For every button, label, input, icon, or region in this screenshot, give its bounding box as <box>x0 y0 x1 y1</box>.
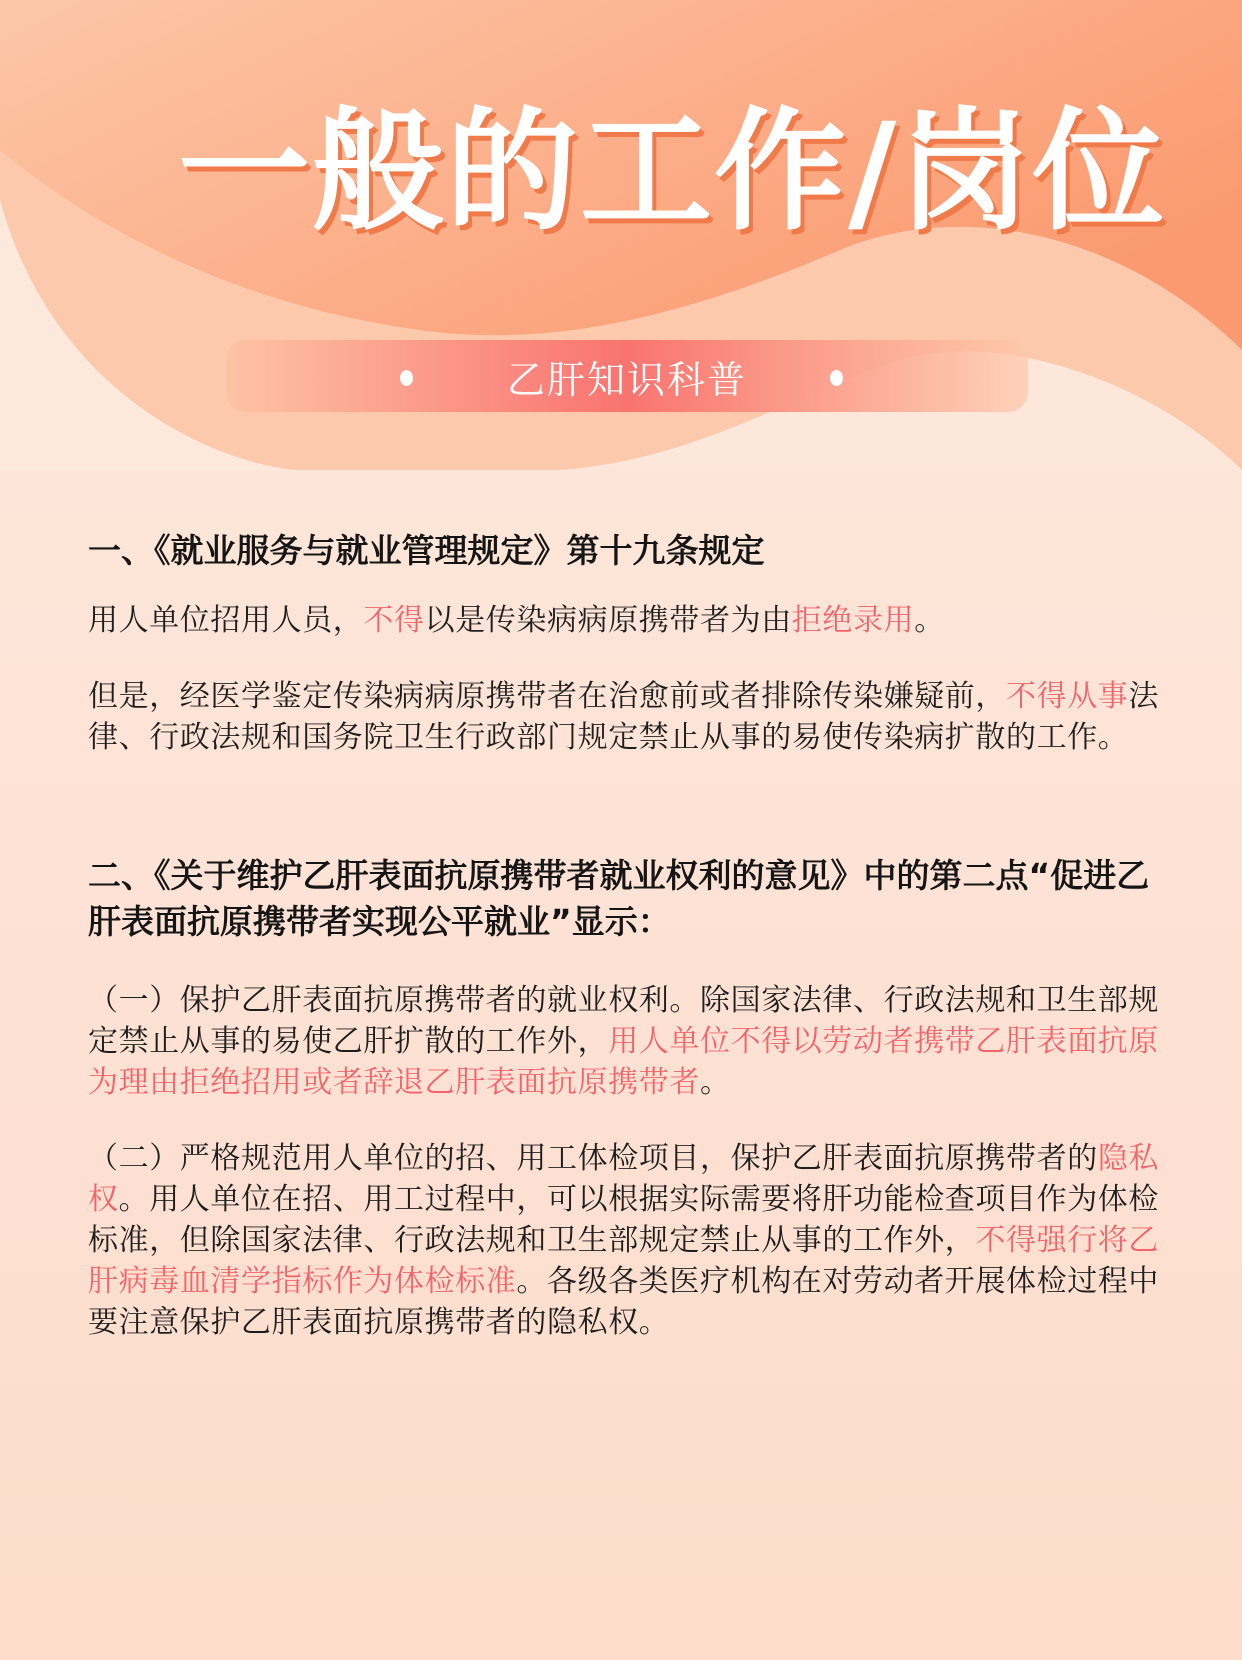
highlighted-text: 不得强行将乙肝病毒血清学指标作为体检标准 <box>88 1223 1160 1299</box>
highlighted-text: 隐私权 <box>88 1141 1160 1217</box>
highlighted-text: 拒绝录用 <box>791 603 915 638</box>
highlighted-text: 不得从事 <box>1006 679 1129 714</box>
bullet-dot-icon <box>400 370 413 386</box>
body-text: 。用人单位在招、用工过程中，可以根据实际需要将肝功能检查项目作为体检标准，但除国家法律、行政法规和卫生部规定禁止从事的工作外， <box>88 1182 1160 1258</box>
body-text: 。 <box>914 603 945 638</box>
section-2-paragraph-2 <box>88 1138 1164 1343</box>
highlighted-text: 用人单位不得以劳动者携带乙肝表面抗原为理由拒绝招用或者辞退乙肝表面抗原携带者 <box>88 1024 1160 1100</box>
body-text: （二）严格规范用人单位的招、用工体检项目，保护乙肝表面抗原携带者的 <box>88 1141 1098 1176</box>
article-body <box>88 528 1164 1343</box>
hero-banner <box>0 0 1242 470</box>
section-1-paragraph-1 <box>88 600 1164 641</box>
section-1-heading: 一、《就业服务与就业管理规定》第十九条规定 <box>88 531 765 570</box>
body-text: 但是，经医学鉴定传染病病原携带者在治愈前或者排除传染嫌疑前， <box>88 679 1006 714</box>
bullet-dot-icon <box>830 370 843 386</box>
topic-badge-label: 乙肝知识科普 <box>506 357 747 402</box>
section-2-paragraph-1 <box>88 980 1164 1103</box>
page-title: 一般的工作/岗位 <box>178 95 1167 249</box>
highlighted-text: 不得 <box>363 603 425 638</box>
body-text: （一）保护乙肝表面抗原携带者的就业权利。除国家法律、行政法规和卫生部规定禁止从事的易使乙肝扩散的工作外， <box>88 983 1159 1059</box>
topic-badge <box>226 340 1028 412</box>
body-text: 。 <box>700 1065 731 1100</box>
section-2-heading: 二、《关于维护乙肝表面抗原携带者就业权利的意见》中的第二点“促进乙肝表面抗原携带者实现公平就业”显示： <box>88 856 1150 941</box>
section-1-paragraph-2 <box>88 676 1164 758</box>
body-text: 。各级各类医疗机构在对劳动者开展体检过程中要注意保护乙肝表面抗原携带者的隐私权。 <box>88 1264 1160 1340</box>
body-text: 以是传染病病原携带者为由 <box>424 603 792 638</box>
body-text: 法律、行政法规和国务院卫生行政部门规定禁止从事的易使传染病扩散的工作。 <box>88 679 1160 755</box>
body-text: 用人单位招用人员， <box>88 603 364 638</box>
